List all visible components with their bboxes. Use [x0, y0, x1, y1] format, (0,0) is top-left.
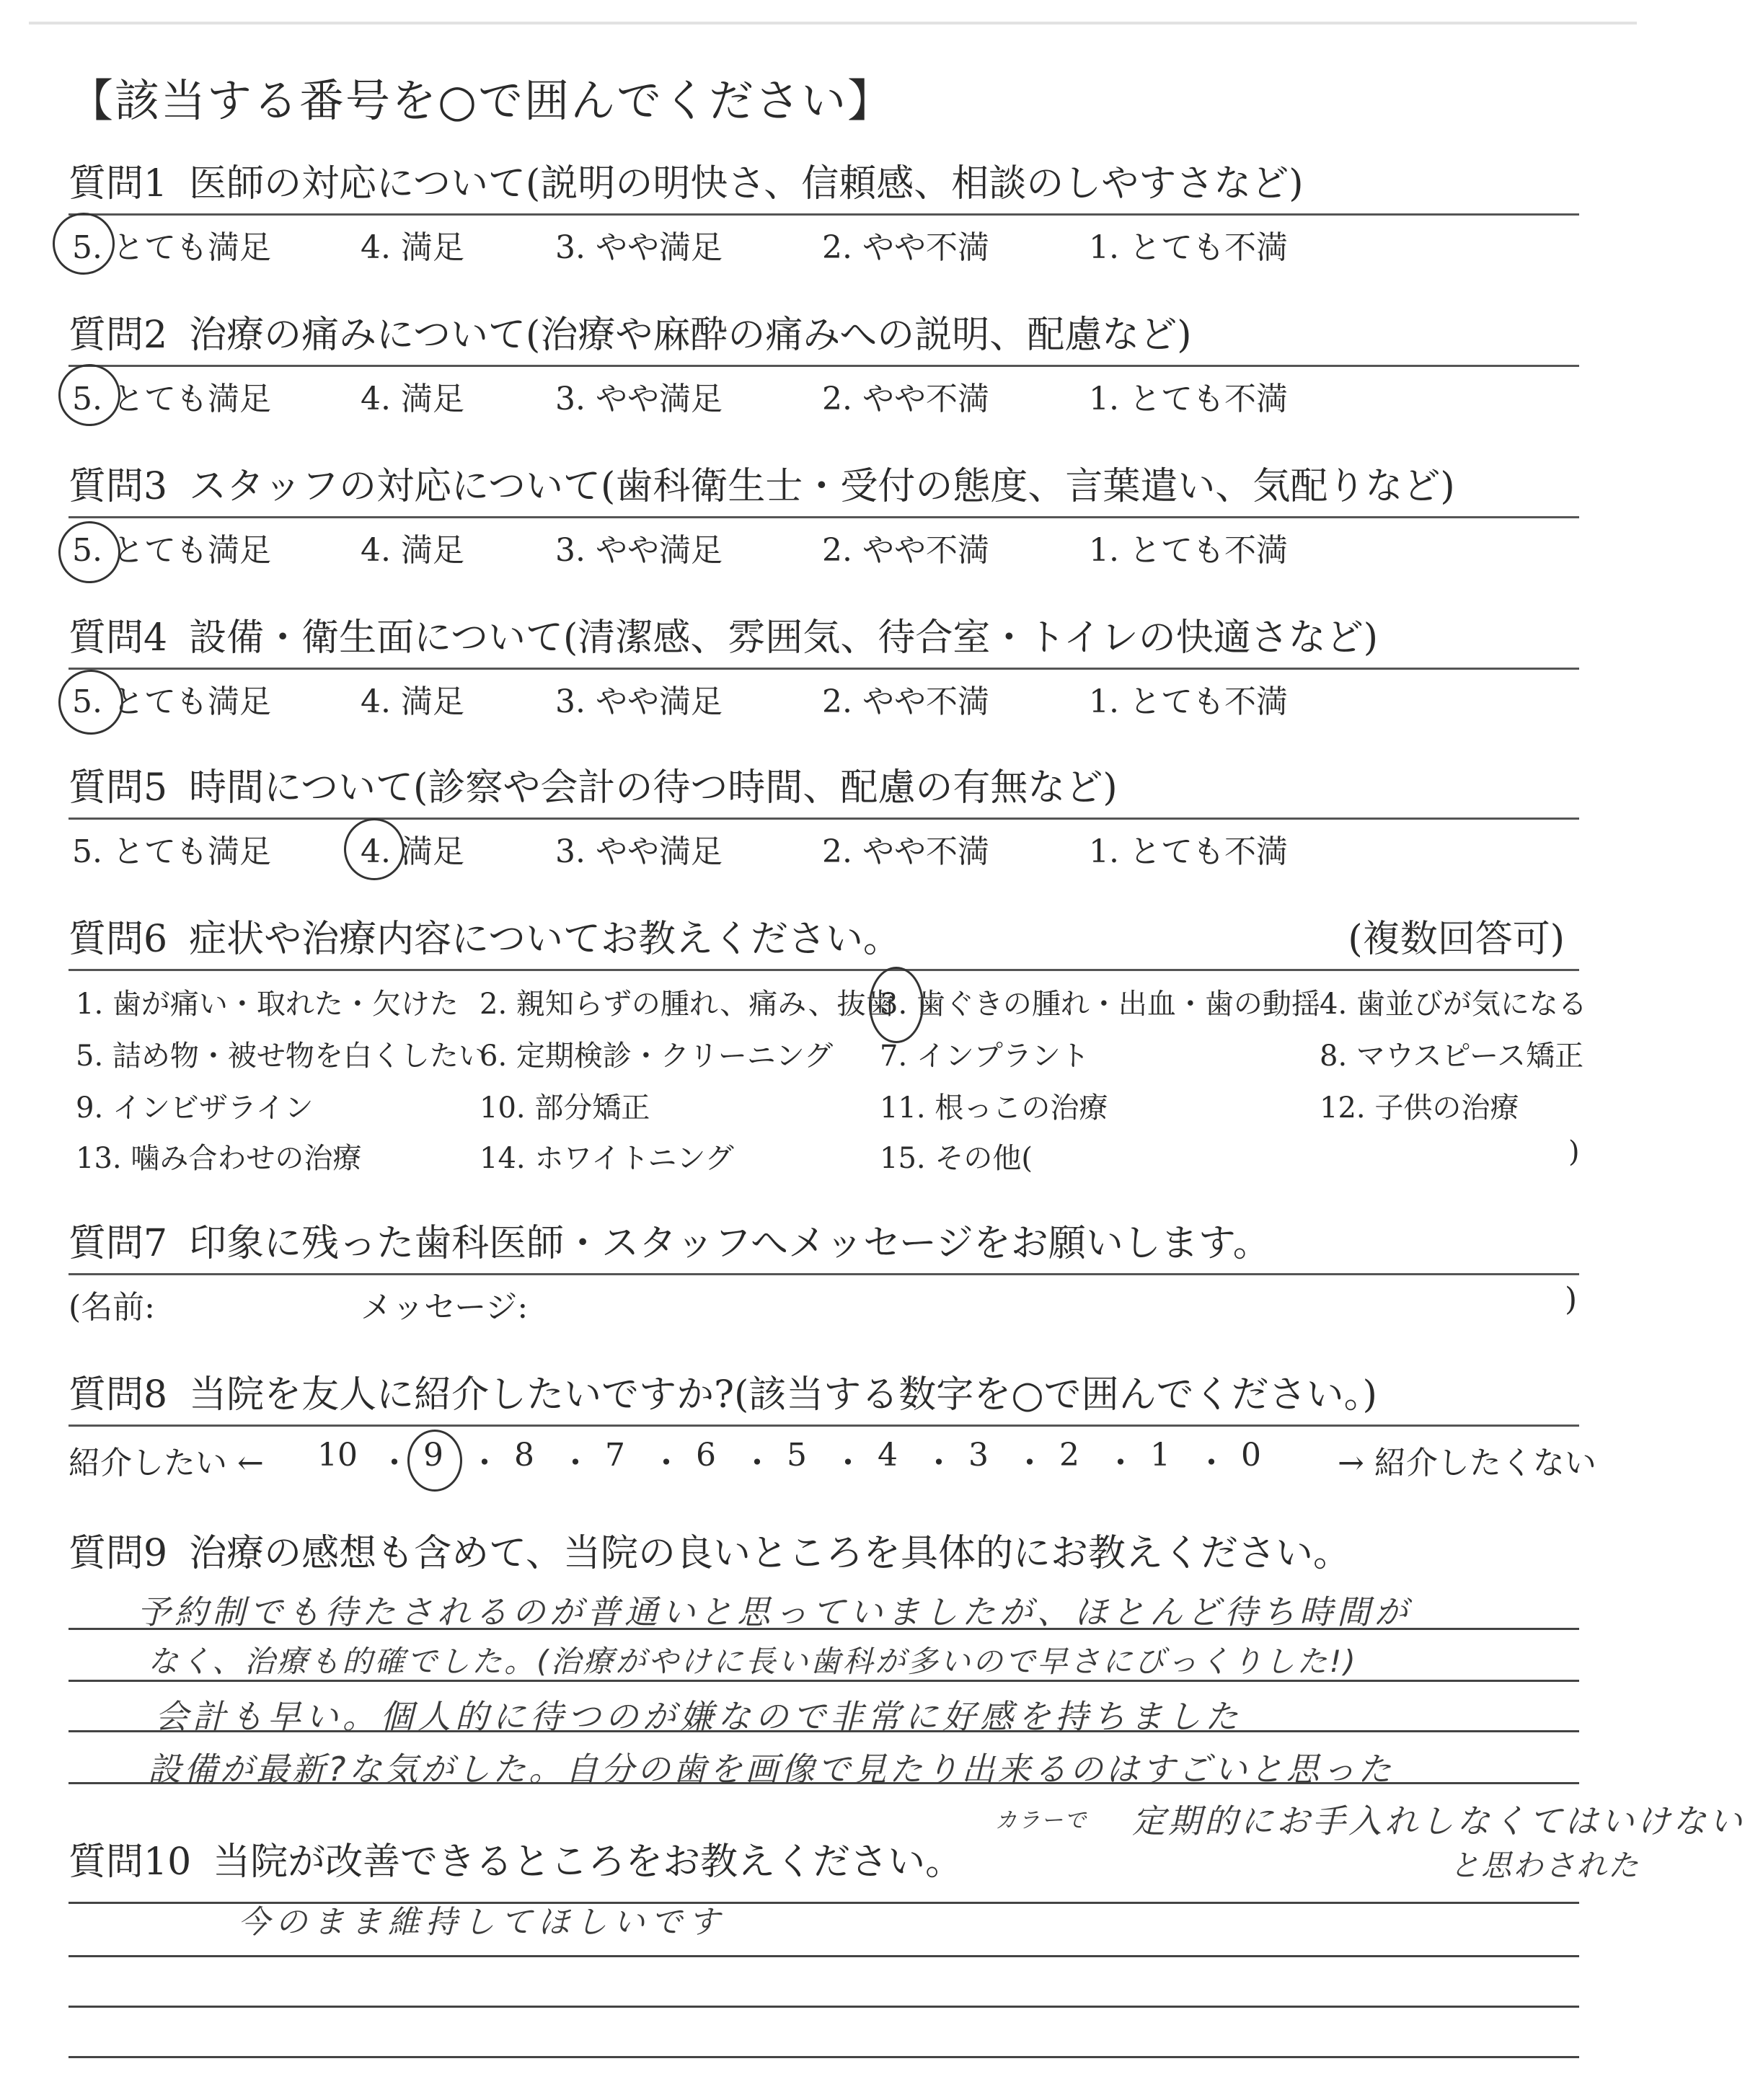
question-text: 治療の感想も含めて、当院の良いところを具体的にお教えください。 [189, 1532, 1351, 1575]
question-6 [69, 914, 1587, 1197]
message-label: メッセージ: [361, 1289, 529, 1326]
question-2 [69, 310, 1579, 423]
handwritten-answer-line: 予約制でも待たされるのが普通いと思っていましたが、ほとんど待ち時間が [137, 1592, 1412, 1631]
scale-value[interactable]: 10 [317, 1437, 358, 1474]
question-number: 質問9 [69, 1532, 168, 1575]
selection-circle [407, 1430, 462, 1492]
question-5 [69, 763, 1579, 876]
option-4[interactable]: 4. 満足 [361, 683, 464, 720]
question-number: 質問10 [69, 1840, 192, 1884]
scale-value[interactable]: 7 [605, 1437, 625, 1474]
scale-value[interactable]: 5 [787, 1437, 807, 1474]
handwritten-answer-line: 会計も早い。個人的に待つのが嫌なので非常に好感を持ちました [155, 1697, 1242, 1736]
question-8 [69, 1370, 1596, 1494]
question-number: 質問7 [69, 1222, 168, 1265]
rating-options [69, 373, 1579, 423]
symptom-option[interactable]: 12. 子供の治療 [1320, 1091, 1519, 1125]
answer-line [69, 1955, 1579, 1957]
option-5[interactable]: 5. とても満足 [72, 833, 271, 870]
scale-dot: ・ [379, 1445, 410, 1481]
option-4[interactable]: 4. 満足 [361, 532, 464, 569]
answer-line [69, 2056, 1579, 2058]
question-6-title [69, 914, 1579, 971]
selection-circle [58, 364, 120, 426]
question-text: 印象に残った歯科医師・スタッフへメッセージをお願いします。 [189, 1222, 1271, 1265]
question-text: 時間について(診察や会計の待つ時間、配慮の有無など) [189, 766, 1118, 810]
symptom-option[interactable]: 7. インプラント [880, 1040, 1090, 1073]
question-2-title [69, 310, 1579, 367]
scale-dot: ・ [1196, 1445, 1227, 1481]
question-8-title [69, 1370, 1579, 1427]
question-3 [69, 461, 1579, 575]
option-5[interactable]: 5. とても満足 [72, 532, 271, 569]
option-4[interactable]: 4. 満足 [361, 229, 464, 266]
symptom-option[interactable]: 2. 親知らずの腫れ、痛み、抜歯 [480, 988, 895, 1021]
scale-value[interactable]: 3 [968, 1437, 989, 1474]
rating-options [69, 825, 1579, 876]
scale-dot: ・ [560, 1445, 591, 1481]
option-5[interactable]: 5. とても満足 [72, 229, 271, 266]
selection-circle [869, 967, 924, 1043]
symptom-options [69, 981, 1587, 1197]
selection-circle [58, 521, 120, 583]
question-text: 医師の対応について(説明の明快さ、信頼感、相談のしやすさなど) [189, 162, 1304, 205]
question-9 [69, 1528, 1579, 1583]
handwritten-insert: カラーで [995, 1808, 1087, 1833]
rating-options [69, 221, 1579, 272]
symptom-option[interactable]: 1. 歯が痛い・取れた・欠けた [76, 988, 459, 1021]
scale-value[interactable]: 2 [1059, 1437, 1079, 1474]
message-row [69, 1281, 1579, 1332]
scale-dot: ・ [923, 1445, 955, 1481]
handwritten-margin-note: 定期的にお手入れしなくてはいけない [1132, 1802, 1745, 1840]
scale-value[interactable]: 1 [1150, 1437, 1170, 1474]
symptom-option[interactable]: 11. 根っこの治療 [880, 1091, 1108, 1125]
answer-line [69, 2006, 1579, 2008]
multiple-answer-note: (複数回答可) [1348, 918, 1565, 961]
option-3[interactable]: 3. やや満足 [555, 683, 723, 720]
scale-value[interactable]: 6 [696, 1437, 716, 1474]
question-4 [69, 613, 1579, 726]
option-2[interactable]: 2. やや不満 [822, 229, 989, 266]
question-text: 症状や治療内容についてお教えください。 [189, 918, 901, 961]
option-2[interactable]: 2. やや不満 [822, 683, 989, 720]
symptom-option[interactable]: 14. ホワイトニング [480, 1142, 734, 1175]
scale-dot: ・ [741, 1445, 773, 1481]
selection-circle [344, 818, 405, 880]
question-10-title [69, 1837, 1579, 1892]
option-3[interactable]: 3. やや満足 [555, 833, 723, 870]
question-number: 質問2 [69, 314, 168, 357]
symptom-option[interactable]: 6. 定期検診・クリーニング [480, 1040, 834, 1073]
scale-left-label: 紹介したい ← [69, 1445, 264, 1481]
question-number: 質問8 [69, 1373, 168, 1417]
handwritten-answer: 今のまま維持してほしいです [238, 1904, 725, 1941]
option-3[interactable]: 3. やや満足 [555, 532, 723, 569]
other-close-paren: ) [1568, 1135, 1580, 1169]
option-1[interactable]: 1. とても不満 [1089, 683, 1288, 720]
scale-dot: ・ [469, 1445, 500, 1481]
scale-dot: ・ [650, 1445, 682, 1481]
question-text: 設備・衛生面について(清潔感、雰囲気、待合室・トイレの快適さなど) [189, 616, 1379, 660]
symptom-option[interactable]: 8. マウスピース矯正 [1320, 1040, 1584, 1073]
question-text: 当院を友人に紹介したいですか?(該当する数字を○で囲んでください。) [189, 1373, 1377, 1417]
scale-value[interactable]: 9 [423, 1437, 443, 1474]
option-4[interactable]: 4. 満足 [361, 381, 464, 417]
name-label: (名前: [69, 1289, 155, 1326]
question-number: 質問3 [69, 465, 168, 508]
question-7 [69, 1218, 1579, 1332]
question-5-title [69, 763, 1579, 820]
option-3[interactable]: 3. やや満足 [555, 229, 723, 266]
symptom-option[interactable]: 5. 詰め物・被せ物を白くしたい [76, 1040, 487, 1073]
scale-right-label: → 紹介したくない [1338, 1445, 1596, 1481]
option-2[interactable]: 2. やや不満 [822, 381, 989, 417]
question-3-title [69, 461, 1579, 518]
question-number: 質問4 [69, 616, 168, 660]
question-text: 当院が改善できるところをお教えください。 [213, 1840, 963, 1884]
question-1 [69, 159, 1579, 272]
scale-dot: ・ [1014, 1445, 1046, 1481]
question-number: 質問1 [69, 162, 168, 205]
symptom-option[interactable]: 10. 部分矯正 [480, 1091, 650, 1125]
option-5[interactable]: 5. とても満足 [72, 683, 271, 720]
symptom-option[interactable]: 9. インビザライン [76, 1091, 314, 1125]
handwritten-answer-line: なく、治療も的確でした。(治療がやけに長い歯科が多いので早さにびっくりした!) [148, 1644, 1358, 1679]
message-close-paren: ) [1565, 1281, 1578, 1318]
question-9-title [69, 1528, 1579, 1583]
question-10 [69, 1837, 1579, 1892]
option-1[interactable]: 1. とても不満 [1089, 229, 1288, 266]
option-2[interactable]: 2. やや不満 [822, 833, 989, 870]
rating-options [69, 675, 1579, 726]
symptom-option[interactable]: 4. 歯並びが気になる [1320, 988, 1587, 1021]
option-5[interactable]: 5. とても満足 [72, 381, 271, 417]
selection-circle [53, 213, 115, 275]
handwritten-answer-line: 設備が最新?な気がした。自分の歯を画像で見たり出来るのはすごいと思った [148, 1750, 1395, 1789]
option-1[interactable]: 1. とても不満 [1089, 833, 1288, 870]
symptom-option[interactable]: 15. その他( [880, 1142, 1033, 1175]
question-text: 治療の痛みについて(治療や麻酔の痛みへの説明、配慮など) [189, 314, 1192, 357]
option-4[interactable]: 4. 満足 [361, 833, 464, 870]
question-1-title [69, 159, 1579, 216]
top-border [29, 22, 1637, 25]
symptom-option[interactable]: 13. 噛み合わせの治療 [76, 1142, 362, 1175]
option-3[interactable]: 3. やや満足 [555, 381, 723, 417]
scale-value[interactable]: 4 [878, 1437, 898, 1474]
scale-dot: ・ [832, 1445, 864, 1481]
recommend-scale [69, 1437, 1596, 1494]
scale-value[interactable]: 0 [1241, 1437, 1261, 1474]
selection-circle [58, 670, 123, 735]
scale-dot: ・ [1105, 1445, 1136, 1481]
option-2[interactable]: 2. やや不満 [822, 532, 989, 569]
option-1[interactable]: 1. とても不満 [1089, 381, 1288, 417]
question-4-title [69, 613, 1579, 670]
question-number: 質問5 [69, 766, 168, 810]
scale-value[interactable]: 8 [514, 1437, 534, 1474]
symptom-option[interactable]: 3. 歯ぐきの腫れ・出血・歯の動揺 [880, 988, 1320, 1021]
option-1[interactable]: 1. とても不満 [1089, 532, 1288, 569]
question-number: 質問6 [69, 918, 168, 961]
rating-options [69, 524, 1579, 575]
question-text: スタッフの対応について(歯科衛生士・受付の態度、言葉遣い、気配りなど) [189, 465, 1455, 508]
handwritten-margin-note: と思わされた [1449, 1848, 1640, 1883]
question-7-title [69, 1218, 1579, 1275]
form-header: 【該当する番号を○で囲んでください】 [69, 74, 894, 127]
